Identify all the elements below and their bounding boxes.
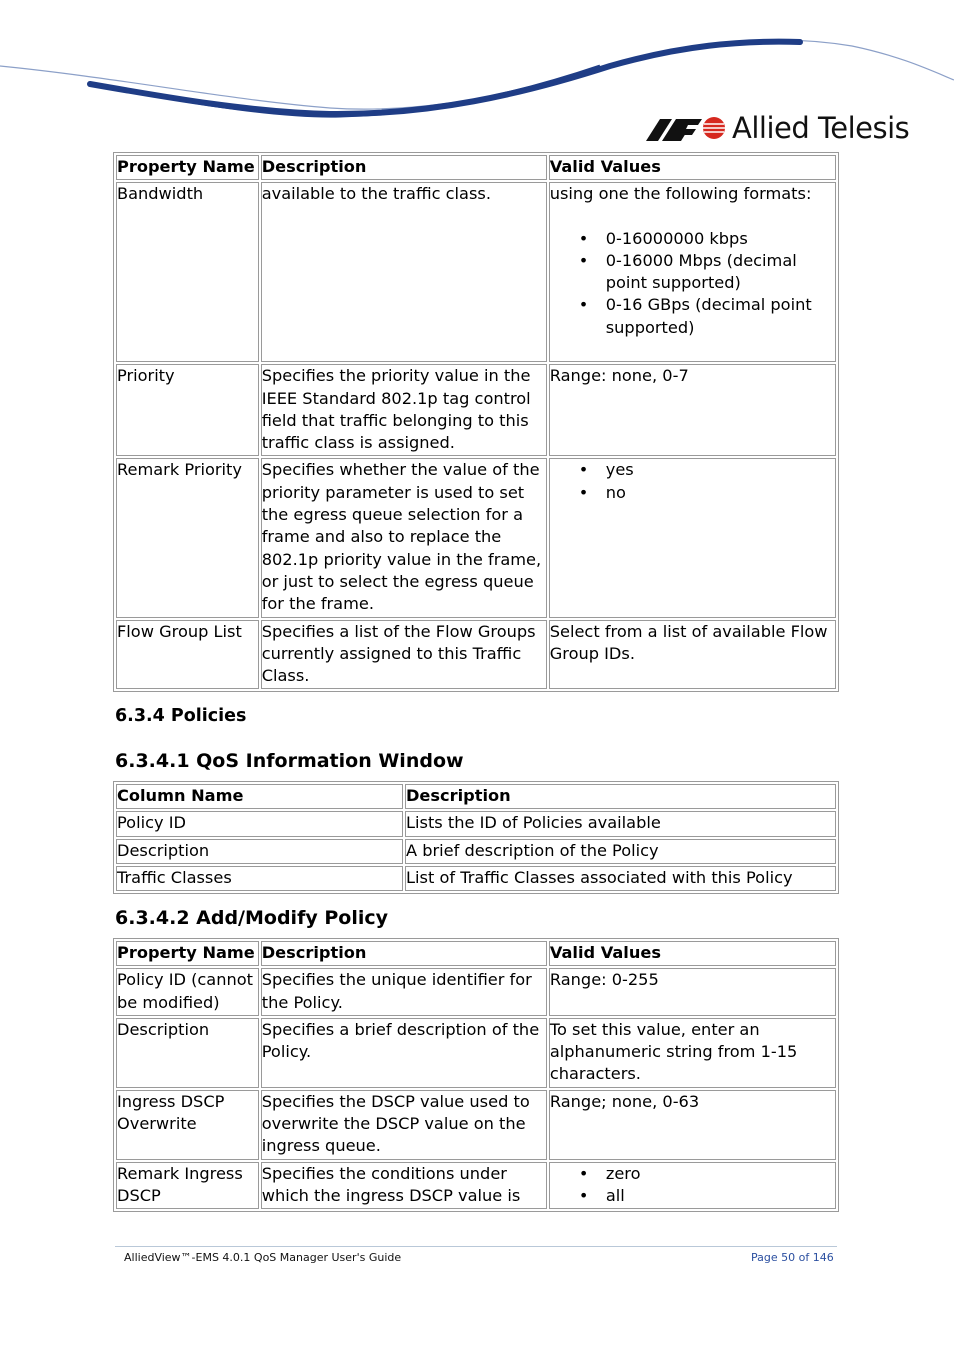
property-name-cell: Description bbox=[116, 1018, 259, 1088]
valid-values-cell: Range: none, 0-7 bbox=[549, 364, 836, 456]
column-name-cell: Description bbox=[116, 839, 403, 864]
valid-values-cell: Select from a list of available Flow Group IDs. bbox=[549, 620, 836, 690]
list-item: • yes bbox=[606, 459, 835, 481]
valid-values-cell: Range: 0-255 bbox=[549, 968, 836, 1016]
column-name-cell: Traffic Classes bbox=[116, 866, 403, 891]
table-row bbox=[116, 1090, 836, 1160]
table-row bbox=[116, 182, 836, 362]
traffic-class-properties-table bbox=[113, 152, 839, 692]
description-cell: Lists the ID of Policies available bbox=[405, 811, 836, 836]
description-cell: Specifies the DSCP value used to overwrite the DSCP value on the ingress queue. bbox=[261, 1090, 547, 1160]
table-row bbox=[116, 1018, 836, 1088]
table-row bbox=[116, 839, 836, 864]
valid-values-cell bbox=[549, 182, 836, 362]
description-cell: List of Traffic Classes associated with this Policy bbox=[405, 866, 836, 891]
valid-values-list bbox=[550, 459, 835, 504]
column-header: Description bbox=[405, 784, 836, 809]
table-row bbox=[116, 620, 836, 690]
table-row bbox=[116, 1162, 836, 1210]
valid-values-list bbox=[550, 228, 835, 339]
description-cell: available to the traffic class. bbox=[261, 182, 547, 362]
column-name-cell: Policy ID bbox=[116, 811, 403, 836]
table-row bbox=[116, 968, 836, 1016]
list-item: • no bbox=[606, 482, 835, 504]
property-name-cell: Remark Priority bbox=[116, 458, 259, 617]
list-item: • 0-16000 Mbps (decimal point supported) bbox=[606, 250, 835, 295]
column-header: Valid Values bbox=[549, 155, 836, 180]
property-name-cell: Remark Ingress DSCP bbox=[116, 1162, 259, 1210]
list-item: • zero bbox=[606, 1163, 835, 1185]
qos-information-window-table bbox=[113, 781, 839, 894]
table-header-row bbox=[116, 941, 836, 966]
valid-values-cell bbox=[549, 1162, 836, 1210]
column-header: Column Name bbox=[116, 784, 403, 809]
section-heading-add-modify-policy: 6.3.4.2 Add/Modify Policy bbox=[115, 907, 388, 929]
valid-values-cell: To set this value, enter an alphanumeric string from 1-15 characters. bbox=[549, 1018, 836, 1088]
description-cell: Specifies the priority value in the IEEE Standard 802.1p tag control field that traffic belonging to this traffic class is assigned. bbox=[261, 364, 547, 456]
footer-page-number: Page 50 of 146 bbox=[751, 1251, 834, 1264]
table-header-row bbox=[116, 155, 836, 180]
table-row bbox=[116, 364, 836, 456]
valid-values-cell bbox=[549, 458, 836, 617]
description-cell: Specifies the conditions under which the ingress DSCP value is bbox=[261, 1162, 547, 1210]
valid-values-intro: using one the following formats: bbox=[549, 184, 812, 204]
column-header: Description bbox=[261, 941, 547, 966]
allied-telesis-logo bbox=[646, 108, 909, 148]
property-name-cell: Ingress DSCP Overwrite bbox=[116, 1090, 259, 1160]
section-heading-qos-information-window: 6.3.4.1 QoS Information Window bbox=[115, 750, 464, 772]
valid-values-cell: Range; none, 0-63 bbox=[549, 1090, 836, 1160]
allied-telesis-logo-mark-icon bbox=[646, 113, 728, 143]
footer-divider bbox=[115, 1246, 837, 1247]
column-header: Valid Values bbox=[549, 941, 836, 966]
description-cell: Specifies a brief description of the Policy. bbox=[261, 1018, 547, 1088]
property-name-cell: Flow Group List bbox=[116, 620, 259, 690]
description-cell: A brief description of the Policy bbox=[405, 839, 836, 864]
footer-document-title: AlliedView™-EMS 4.0.1 QoS Manager User's Guide bbox=[124, 1251, 402, 1264]
logo-text: Allied Telesis bbox=[732, 111, 910, 145]
description-cell: Specifies a list of the Flow Groups currently assigned to this Traffic Class. bbox=[261, 620, 547, 690]
column-header: Property Name bbox=[116, 155, 259, 180]
list-item: • all bbox=[606, 1185, 835, 1207]
property-name-cell: Priority bbox=[116, 364, 259, 456]
section-heading-policies: 6.3.4 Policies bbox=[115, 706, 247, 726]
list-item: • 0-16000000 kbps bbox=[606, 228, 835, 250]
table-row bbox=[116, 811, 836, 836]
column-header: Property Name bbox=[116, 941, 259, 966]
table-row bbox=[116, 458, 836, 617]
description-cell: Specifies whether the value of the priority parameter is used to set the egress queue selection for a frame and also to replace the 802.1p priority value in the frame, or just to select the egress queue for the frame. bbox=[261, 458, 547, 617]
description-cell: Specifies the unique identifier for the Policy. bbox=[261, 968, 547, 1016]
valid-values-list bbox=[550, 1163, 835, 1208]
list-item: • 0-16 GBps (decimal point supported) bbox=[606, 294, 835, 339]
property-name-cell: Bandwidth bbox=[116, 182, 259, 362]
property-name-cell: Policy ID (cannot be modified) bbox=[116, 968, 259, 1016]
column-header: Description bbox=[261, 155, 547, 180]
add-modify-policy-table bbox=[113, 938, 839, 1212]
table-header-row bbox=[116, 784, 836, 809]
table-row bbox=[116, 866, 836, 891]
